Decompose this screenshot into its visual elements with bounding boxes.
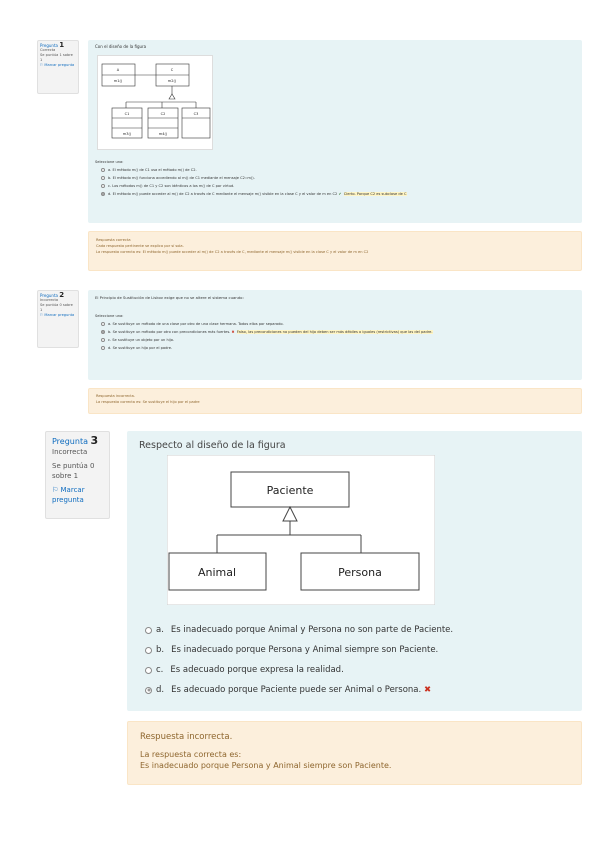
flag-label: Marcar pregunta xyxy=(52,486,85,504)
question-state: Correcta xyxy=(40,48,56,52)
option-letter: a. xyxy=(156,625,164,635)
outcome-title: Respuesta incorrecta. xyxy=(96,394,136,398)
right-answer-label: La respuesta correcta es: xyxy=(140,750,242,759)
incorrect-x-icon: ✖ xyxy=(231,330,235,334)
right-answer: Es inadecuado porque Persona y Animal siempre son Paciente. xyxy=(140,761,392,770)
radio-option-a[interactable] xyxy=(145,627,152,634)
question-2-outcome xyxy=(88,388,582,414)
animal-label: Animal xyxy=(197,566,237,579)
question-2-info xyxy=(37,290,79,348)
option-text: Es adecuado porque expresa la realidad. xyxy=(170,665,344,675)
question-grade: Se puntúa 0 sobre 1 xyxy=(40,303,73,312)
answer-option-d[interactable] xyxy=(95,344,575,352)
option-text: Es inadecuado porque Persona y Animal siempre son Paciente. xyxy=(171,645,439,655)
radio-option-d[interactable] xyxy=(145,687,152,694)
flag-question-link[interactable] xyxy=(40,313,76,318)
option-text: Se sustituye un método por otro con precondiciones más fuertes. xyxy=(112,330,231,334)
correct-check-icon: ✔ xyxy=(338,192,342,196)
question-label: Pregunta xyxy=(40,293,58,298)
radio-option-b[interactable] xyxy=(145,647,152,654)
flag-icon: ⚐ xyxy=(52,486,59,494)
class-c1-label: C1 xyxy=(124,112,130,116)
option-letter: c. xyxy=(108,184,112,188)
method-m1-label: m1() xyxy=(113,79,123,83)
answer-option-b[interactable] xyxy=(95,174,407,182)
radio-option-a[interactable] xyxy=(101,322,105,326)
question-1-formulation xyxy=(88,40,582,223)
flag-label: Marcar pregunta xyxy=(44,313,75,317)
option-text: Los métodos m() de C1 y C2 son idénticos a los m() de C por virtud. xyxy=(112,184,235,188)
radio-option-c[interactable] xyxy=(101,338,105,342)
option-text: Es inadecuado porque Animal y Persona no son parte de Paciente. xyxy=(170,625,454,635)
flag-icon: ⚐ xyxy=(40,313,44,317)
specific-feedback: Falso, las precondiciones no pueden del hijo deben ser más débiles o iguales (restrictivas) que las del padre. xyxy=(236,330,433,334)
option-letter: b. xyxy=(108,330,112,334)
answer-option-a[interactable] xyxy=(95,166,407,174)
question-text: Con el diseño de la figura xyxy=(95,44,147,49)
class-diagram-svg xyxy=(98,56,214,151)
class-c-label: C xyxy=(170,68,174,72)
flag-label: Marcar pregunta xyxy=(44,63,75,67)
answer-option-a[interactable] xyxy=(95,320,575,328)
radio-option-a[interactable] xyxy=(101,168,105,172)
radio-option-d[interactable] xyxy=(101,192,105,196)
question-number-value: 1 xyxy=(59,41,65,49)
question-number-value: 2 xyxy=(59,291,65,299)
question-state: Incorrecta xyxy=(40,298,59,302)
answer-option-c[interactable] xyxy=(145,660,453,680)
select-label: Seleccione una: xyxy=(95,160,124,164)
right-answer: La respuesta correcta es: El método m() puede acceder al m() de C2 a través de C, mediante el mensaje m() visible en la clase C y el valor de m en C2 xyxy=(96,250,369,254)
answer-option-a[interactable] xyxy=(145,620,453,640)
option-text: Se sustituye un método de una clase por otro de una clase hermana. Todos ellos por separado. xyxy=(112,322,284,326)
answer-option-b[interactable] xyxy=(145,640,453,660)
question-text: Respecto al diseño de la figura xyxy=(139,440,286,451)
question-grade: Se puntúa 1 sobre 1 xyxy=(40,53,73,62)
radio-option-d[interactable] xyxy=(101,346,105,350)
class-a-label: A xyxy=(116,68,120,72)
answer-option-b[interactable] xyxy=(95,328,575,336)
answer-option-c[interactable] xyxy=(95,336,575,344)
paciente-label: Paciente xyxy=(266,484,314,497)
option-text: Se sustituye un hijo por el padre. xyxy=(112,346,173,350)
question-number-value: 3 xyxy=(90,434,99,447)
incorrect-x-icon: ✖ xyxy=(423,685,432,695)
question-grade: Se puntúa 0 sobre 1 xyxy=(52,462,95,480)
right-answer: La respuesta correcta es: Se sustituye el hijo por el padre xyxy=(96,400,200,404)
class-c3-label: C3 xyxy=(193,112,199,116)
outcome-title: Respuesta incorrecta. xyxy=(140,732,233,742)
option-letter: c. xyxy=(156,665,164,675)
outcome-line: Cada respuesta pertinente se explica por sí sola. xyxy=(96,244,184,248)
question-1-outcome xyxy=(88,231,582,271)
answer-block xyxy=(95,160,407,198)
question-1-info xyxy=(37,40,79,94)
option-text: Se sustituye un objeto por un hijo. xyxy=(112,338,174,342)
question-label: Pregunta xyxy=(52,437,88,446)
question-number xyxy=(52,436,103,447)
flag-question-link[interactable] xyxy=(40,63,76,68)
answer-option-c[interactable] xyxy=(95,182,407,190)
method-m2-label: m2() xyxy=(167,79,177,83)
inheritance-diagram-svg xyxy=(167,455,435,605)
option-letter: d. xyxy=(108,192,112,196)
question-text: El Principio de Sustitución de Liskov exige que no se altere el sistema cuando: xyxy=(95,295,244,300)
option-letter: d. xyxy=(108,346,112,350)
answer-block xyxy=(145,620,453,700)
flag-question-link[interactable] xyxy=(52,485,103,505)
option-letter: b. xyxy=(108,176,112,180)
question-label: Pregunta xyxy=(40,43,58,48)
option-text: Es adecuado porque Paciente puede ser Animal o Persona. xyxy=(171,685,422,695)
radio-option-c[interactable] xyxy=(101,184,105,188)
question-state: Incorrecta xyxy=(52,448,88,456)
answer-block xyxy=(95,314,575,352)
option-text: El método m() funciona accediendo al m() de C1 mediante el mensaje C2::m(). xyxy=(112,176,255,180)
option-letter: a. xyxy=(108,168,112,172)
question-3-outcome xyxy=(127,721,582,785)
option-letter: c. xyxy=(108,338,112,342)
radio-option-b[interactable] xyxy=(101,176,105,180)
method-m4-label: m4() xyxy=(158,132,168,136)
option-letter: d. xyxy=(156,685,165,695)
question-3-info xyxy=(45,431,110,519)
option-text: El método m() de C1 usa el método m() de C2. xyxy=(112,168,197,172)
flag-icon: ⚐ xyxy=(40,63,44,67)
option-letter: a. xyxy=(108,322,112,326)
inheritance-diagram xyxy=(167,455,435,609)
radio-option-b[interactable] xyxy=(101,330,105,334)
select-label: Seleccione una: xyxy=(95,314,124,318)
persona-label: Persona xyxy=(338,566,382,579)
method-m3-label: m3() xyxy=(122,132,132,136)
answer-option-d[interactable] xyxy=(95,190,407,198)
answer-option-d[interactable] xyxy=(145,680,453,700)
specific-feedback: Cierto. Porque C2 es subclase de C xyxy=(343,192,407,196)
outcome-title: Respuesta correcta xyxy=(96,238,131,242)
radio-option-c[interactable] xyxy=(145,667,152,674)
class-diagram xyxy=(97,55,213,150)
question-2-formulation xyxy=(88,290,582,380)
option-text: El método m() puede acceder al m() de C2 a través de C mediante el mensaje m() visible en la clase C y el valor de m en C2 xyxy=(112,192,338,196)
option-letter: b. xyxy=(156,645,165,655)
class-c2-label: C2 xyxy=(160,112,166,116)
